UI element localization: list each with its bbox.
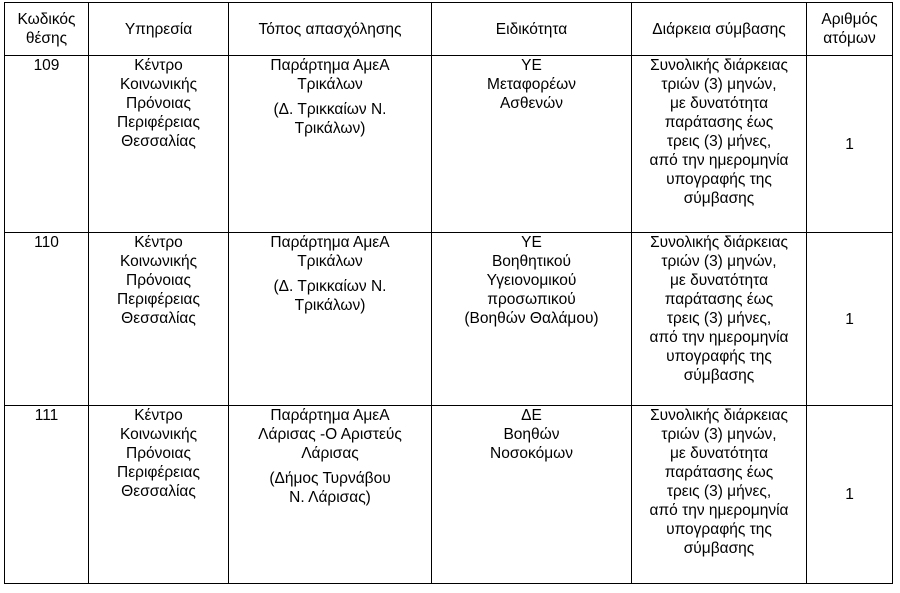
duration-line: με δυνατότητα <box>669 272 769 289</box>
specialty-cell <box>432 56 632 233</box>
specialty-line: ΔΕ <box>521 407 542 424</box>
count-cell: 1 <box>807 406 893 584</box>
duration-line: Συνολικής διάρκειας <box>650 57 788 74</box>
service-line: Πρόνοιας <box>126 95 191 112</box>
duration-line: με δυνατότητα <box>669 445 769 462</box>
header-duration: Διάρκεια σύμβασης <box>632 3 807 56</box>
service-cell <box>89 406 229 584</box>
duration-line: υπογραφής της <box>666 348 772 365</box>
duration-line: από την ημερομηνία <box>649 502 789 519</box>
duration-line: τριών (3) μηνών, <box>661 426 777 443</box>
duration-line: παράτασης έως <box>664 291 774 308</box>
service-line: Κοινωνικής <box>119 76 198 93</box>
place-line: (Δ. Τρικκαίων Ν. <box>273 101 387 118</box>
service-line: Περιφέρειας <box>117 291 200 308</box>
duration-line: με δυνατότητα <box>669 95 769 112</box>
service-line: Θεσσαλίας <box>121 133 196 150</box>
position-code: 110 <box>5 233 89 406</box>
position-code: 109 <box>5 56 89 233</box>
service-line: Πρόνοιας <box>126 272 191 289</box>
duration-line: τριών (3) μηνών, <box>661 253 777 270</box>
header-specialty: Ειδικότητα <box>432 3 632 56</box>
place-line: Τρικάλων) <box>294 297 366 314</box>
specialty-line: Βοηθητικού <box>491 253 572 270</box>
duration-line: σύμβασης <box>683 540 755 557</box>
duration-cell <box>632 56 807 233</box>
place-line: Τρικάλων <box>297 253 363 270</box>
specialty-line: προσωπικού <box>487 291 576 308</box>
specialty-cell <box>432 406 632 584</box>
duration-line: υπογραφής της <box>666 521 772 538</box>
specialty-cell <box>432 233 632 406</box>
place-cell <box>229 406 432 584</box>
specialty-line: Υγειονομικού <box>486 272 577 289</box>
header-code-line: Κωδικός <box>17 11 76 28</box>
duration-line: σύμβασης <box>683 367 755 384</box>
place-line: Λάρισας <box>301 445 359 462</box>
service-cell <box>89 233 229 406</box>
service-line: Κοινωνικής <box>119 426 198 443</box>
service-line: Θεσσαλίας <box>121 483 196 500</box>
header-code-line: θέσης <box>25 30 68 47</box>
duration-line: παράτασης έως <box>664 114 774 131</box>
service-line: Θεσσαλίας <box>121 310 196 327</box>
table-row <box>5 233 893 406</box>
position-code: 111 <box>5 406 89 584</box>
specialty-line: Νοσοκόμων <box>490 445 573 462</box>
duration-cell <box>632 233 807 406</box>
service-line: Κέντρο <box>134 57 183 74</box>
place-line: Τρικάλων <box>297 76 363 93</box>
service-line: Κέντρο <box>134 234 183 251</box>
duration-line: από την ημερομηνία <box>649 152 789 169</box>
duration-line: υπογραφής της <box>666 171 772 188</box>
duration-line: Συνολικής διάρκειας <box>650 234 788 251</box>
header-service: Υπηρεσία <box>89 3 229 56</box>
place-line: (Δ. Τρικκαίων Ν. <box>273 278 387 295</box>
place-line: Παράρτημα ΑμεΑ <box>270 234 390 251</box>
header-count-line: Αριθμός <box>821 11 878 28</box>
count-cell: 1 <box>807 233 893 406</box>
service-line: Κοινωνικής <box>119 253 198 270</box>
duration-line: Συνολικής διάρκειας <box>650 407 788 424</box>
header-count <box>807 3 893 56</box>
duration-line: τριών (3) μηνών, <box>661 76 777 93</box>
duration-line: τρεις (3) μήνες, <box>666 133 772 150</box>
header-place: Τόπος απασχόλησης <box>229 3 432 56</box>
place-cell <box>229 233 432 406</box>
service-line: Περιφέρειας <box>117 464 200 481</box>
service-line: Κέντρο <box>134 407 183 424</box>
specialty-line: ΥΕ <box>521 57 542 74</box>
service-line: Πρόνοιας <box>126 445 191 462</box>
table-row <box>5 56 893 233</box>
table-row <box>5 406 893 584</box>
header-code <box>5 3 89 56</box>
positions-table <box>4 2 893 584</box>
service-cell <box>89 56 229 233</box>
specialty-line: Βοηθών <box>503 426 560 443</box>
specialty-line: (Βοηθών Θαλάμου) <box>464 310 599 327</box>
count-cell: 1 <box>807 56 893 233</box>
place-line: Παράρτημα ΑμεΑ <box>270 407 390 424</box>
place-line: Παράρτημα ΑμεΑ <box>270 57 390 74</box>
duration-line: τρεις (3) μήνες, <box>666 310 772 327</box>
duration-line: από την ημερομηνία <box>649 329 789 346</box>
specialty-line: Μεταφορέων <box>487 76 576 93</box>
duration-cell <box>632 406 807 584</box>
place-line: (Δήμος Τυρνάβου <box>269 470 391 487</box>
duration-line: σύμβασης <box>683 190 755 207</box>
header-row <box>5 3 893 56</box>
duration-line: τρεις (3) μήνες, <box>666 483 772 500</box>
specialty-line: ΥΕ <box>521 234 542 251</box>
specialty-line: Ασθενών <box>499 95 564 112</box>
header-count-line: ατόμων <box>823 30 876 47</box>
place-line: Ν. Λάρισας) <box>289 489 371 506</box>
place-line: Τρικάλων) <box>294 120 366 137</box>
place-cell <box>229 56 432 233</box>
duration-line: παράτασης έως <box>664 464 774 481</box>
service-line: Περιφέρειας <box>117 114 200 131</box>
place-line: Λάρισας -Ο Αριστεύς <box>258 426 402 443</box>
